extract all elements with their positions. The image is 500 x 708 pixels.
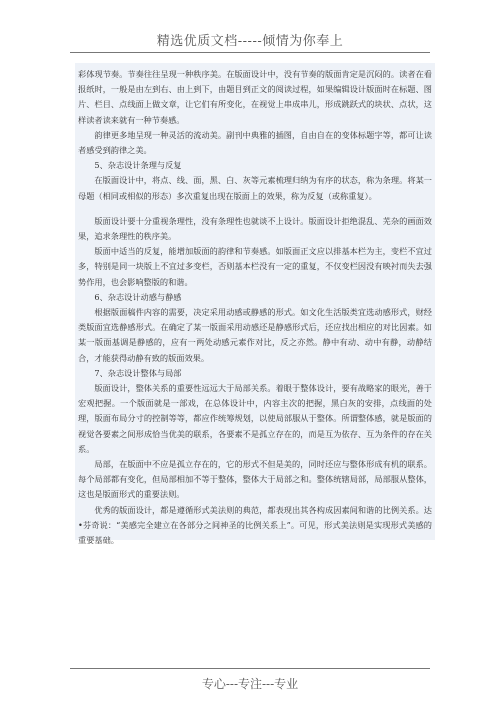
page-header: 精选优质文档-----倾情为你奉上 (156, 34, 344, 49)
header-divider (70, 52, 430, 53)
paragraph-proportion: 优秀的版面设计，都是遵循形式美法则的典范，都表现出其各构成因素间和谐的比例关系。达•芬奇说：“美感完全建立在各部分之间神圣的比例关系上”。可见，形式美法则是实现形式美感的重要基础。 (78, 504, 432, 546)
page-footer: 专心---专注---专业 (201, 677, 299, 691)
paragraph-gap (78, 204, 432, 214)
section-heading-6: 6、杂志设计动感与静感 (94, 291, 182, 302)
paragraph-whole: 版面设计，整体关系的重要性远远大于局部关系。着眼于整体设计，要有战略家的眼光，善于宏观把握。一个版面就是一部戏，在总体设计中，内容主次的把握，黑白灰的安排，点线面的处理，版面布局分寸的控制等等，都应作统筹规划，以使局部服从于整体。所谓整体感，就是版面的视觉各要素之间形成恰当优美的联系，各要素不是孤立存在的，而是互为依存、互为条件的存在关系。 (78, 383, 432, 454)
paragraph-part: 局部，在版面中不应是孤立存在的，它的形式不但是美的，同时还应与整体形成有机的联系。每个局部都有变化，但局部相加不等于整体，整体大于局部之和。整体统辖局部，局部服从整体，这也是版面形式的重要法则。 (78, 459, 432, 500)
footer-divider (70, 668, 430, 669)
paragraph-order-definition: 在版面设计中，将点、线、面，黑、白、灰等元素梳理归纳为有序的状态，称为条理。将某一母题（相同或相似的形态）多次重复出现在版面上的效果，称为反复（或称重复）。 (78, 175, 432, 201)
paragraph-rhythm-order: 彩体现节奏。节奏往往呈现一种秩序美。在版面设计中，没有节奏的版面肯定是沉闷的。读者在看报纸时，一般是由左到右、由上到下，由题目到正文的阅读过程，如果编辑设计版面时在标题、图片、栏目、点线面上做文章，让它们有所变化，在视觉上串成串儿，形成跳跃式的块状、点状，这样读者读来就有一种节奏感。 (78, 69, 432, 125)
document-body (75, 63, 435, 546)
paragraph-motion-stillness: 根据版面稿件内容的需要，决定采用动感或静感的形式。如文化生活版类宜选动感形式，财经类版面宜选静感形式。在确定了某一版面采用动感还是静感形式后，还应找出相应的对比因素。如某一版面基调是静感的，应有一两处动感元素作对比，反之亦然。静中有动、动中有静，动静结合，才能获得动静有致的版面效果。 (78, 307, 432, 363)
section-heading-7: 7、杂志设计整体与局部 (94, 367, 182, 378)
paragraph-repetition: 版面中适当的反复，能增加版面的韵律和节奏感。如版面正文应以排基本栏为主，变栏不宜过多，特别是同一块版上不宜过多变栏，否则基本栏没有一定的重复，不仅变栏因没有映衬而失去强势作用，也会影响整版的和谐。 (78, 246, 432, 287)
section-heading-5: 5、杂志设计条理与反复 (94, 160, 182, 171)
paragraph-order-importance: 版面设计要十分重视条理性，没有条理性也就谈不上设计。版面设计拒绝混乱、芜杂的画面效果，追求条理性的秩序美。 (78, 215, 432, 242)
paragraph-rhythm-flow: 韵律更多地呈现一种灵活的流动美。副刊中典雅的插图，自由自在的变体标题字等，都可让读者感受到韵律之美。 (78, 129, 432, 156)
